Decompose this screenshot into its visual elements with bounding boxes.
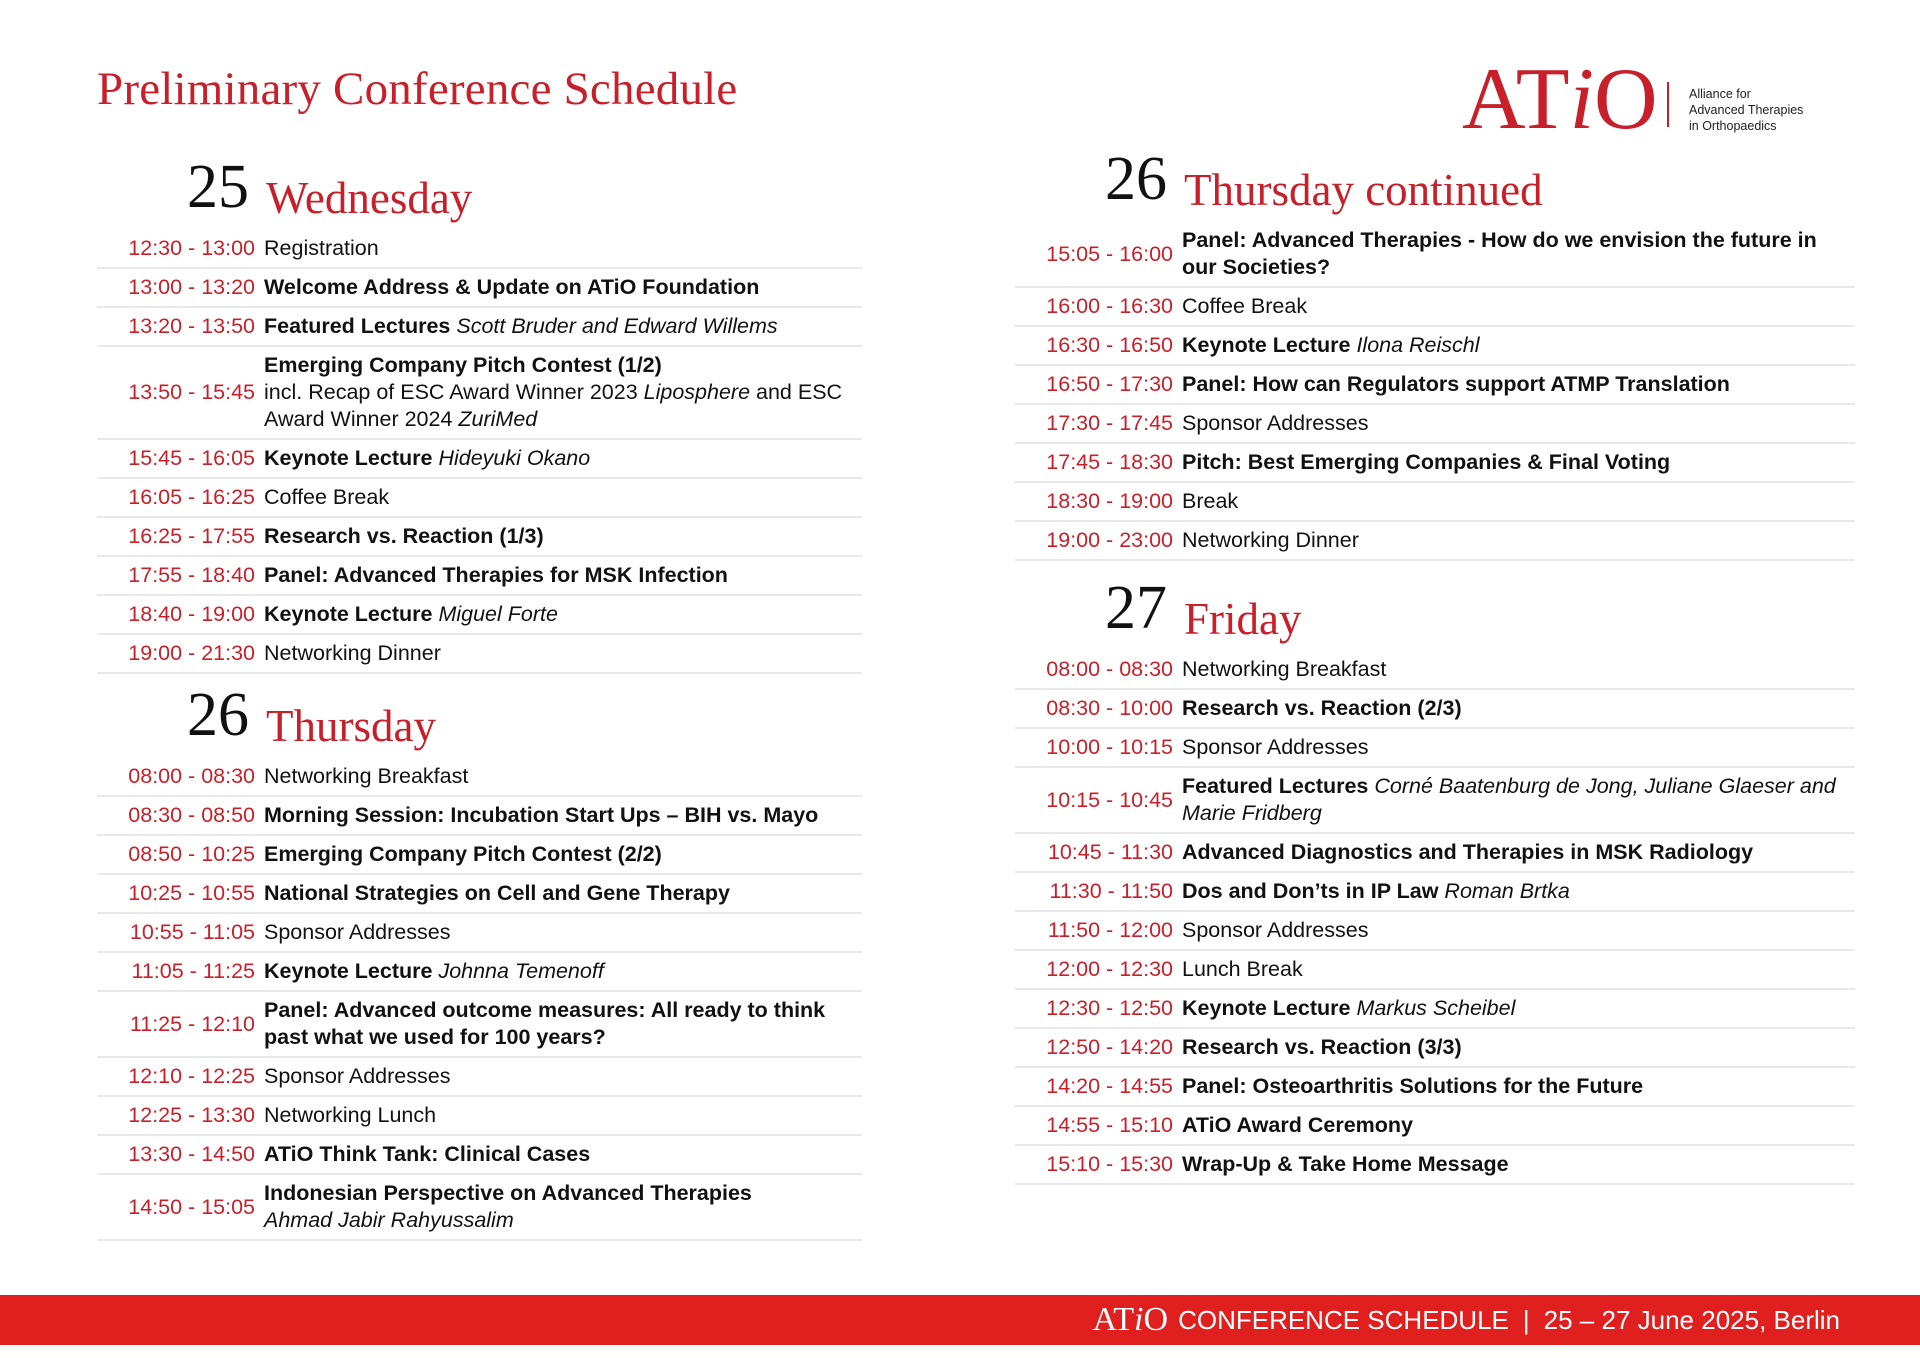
session-title (1182, 1146, 1855, 1183)
session-text: Keynote Lecture (264, 446, 439, 470)
schedule-row (97, 797, 862, 836)
session-text: Registration (264, 236, 379, 260)
footer-bar (0, 1295, 1920, 1345)
session-time: 16:50 - 17:30 (1046, 372, 1173, 396)
session-text: Wrap-Up & Take Home Message (1182, 1152, 1509, 1176)
session-title (264, 440, 862, 477)
session-text: Sponsor Addresses (1182, 735, 1369, 759)
session-text: Sponsor Addresses (1182, 411, 1369, 435)
session-text: Networking Dinner (264, 641, 441, 665)
day-number: 25 (187, 153, 249, 221)
schedule-row (1015, 990, 1855, 1029)
schedule-row (97, 347, 862, 440)
schedule-row (1015, 288, 1855, 327)
session-time: 18:30 - 19:00 (1046, 489, 1173, 513)
session-title (264, 347, 862, 438)
session-time: 17:45 - 18:30 (1046, 450, 1173, 474)
session-title (1182, 222, 1855, 286)
speaker-name: Ilona Reischl (1356, 333, 1480, 357)
day-name: Thursday (266, 701, 436, 751)
session-text: Networking Lunch (264, 1103, 437, 1127)
session-time: 14:55 - 15:10 (1046, 1113, 1173, 1137)
session-time: 15:10 - 15:30 (1046, 1152, 1173, 1176)
schedule-row (1015, 483, 1855, 522)
session-time: 08:30 - 10:00 (1046, 696, 1173, 720)
session-time: 11:05 - 11:25 (131, 959, 255, 983)
schedule-row (1015, 951, 1855, 990)
session-title (264, 1175, 862, 1239)
session-title (1182, 1107, 1855, 1144)
session-title (264, 596, 862, 633)
schedule-row (1015, 651, 1855, 690)
session-text: Panel: Advanced outcome measures: All ready to think past what we used for 100 years? (264, 998, 826, 1049)
session-text: Keynote Lecture (1182, 996, 1357, 1020)
session-text: Welcome Address & Update on ATiO Foundation (264, 275, 760, 299)
footer-logo: ATiO (1092, 1301, 1169, 1338)
speaker-name: Corné Baatenburg de Jong, Juliane Glaeser and Marie Fridberg (1182, 774, 1836, 825)
session-text: Research vs. Reaction (1/3) (264, 524, 544, 548)
session-time: 11:25 - 12:10 (129, 1011, 255, 1036)
session-text: Panel: Advanced Therapies - How do we envision the future in our Societies? (1182, 228, 1817, 279)
session-text: incl. Recap of ESC Award Winner 2023 (264, 380, 644, 404)
session-time: 19:00 - 21:30 (128, 641, 255, 665)
session-title (1182, 405, 1855, 442)
session-title (1182, 834, 1855, 871)
schedule-row (97, 1136, 862, 1175)
schedule-row (1015, 1107, 1855, 1146)
session-time: 10:00 - 10:15 (1046, 735, 1173, 759)
session-text: Sponsor Addresses (1182, 918, 1369, 942)
session-text: Featured Lectures (264, 314, 457, 338)
schedule-row (97, 635, 862, 674)
logo-wordmark: ATiO (1462, 51, 1658, 148)
session-title (264, 953, 862, 990)
session-title (1182, 651, 1855, 688)
session-text: Keynote Lecture (264, 959, 439, 983)
footer-separator: | (1522, 1304, 1530, 1335)
session-title (1182, 873, 1855, 910)
schedule-row (97, 836, 862, 875)
session-text: Research vs. Reaction (3/3) (1182, 1035, 1462, 1059)
session-title (264, 308, 862, 345)
session-text: Morning Session: Incubation Start Ups – BIH vs. Mayo (264, 803, 819, 827)
atio-logo (1462, 52, 1822, 147)
schedule-row (1015, 405, 1855, 444)
session-title (1182, 729, 1855, 766)
session-time: 19:00 - 23:00 (1046, 528, 1173, 552)
schedule-row (1015, 729, 1855, 768)
session-time: 14:50 - 15:05 (128, 1194, 255, 1219)
schedule-row (1015, 366, 1855, 405)
session-text: Coffee Break (1182, 294, 1308, 318)
session-time: 11:30 - 11:50 (1049, 879, 1173, 903)
day-block (1015, 145, 1855, 561)
session-title (264, 758, 862, 795)
session-time: 12:10 - 12:25 (128, 1064, 255, 1088)
session-title (264, 914, 862, 951)
session-time: 16:30 - 16:50 (1046, 333, 1173, 357)
footer-title: CONFERENCE SCHEDULE (1178, 1304, 1509, 1335)
session-time: 17:55 - 18:40 (128, 563, 255, 587)
session-time: 16:25 - 17:55 (128, 524, 255, 548)
session-text: Networking Breakfast (264, 764, 469, 788)
session-time: 10:25 - 10:55 (128, 881, 255, 905)
session-time: 10:55 - 11:05 (129, 920, 255, 944)
day-header (97, 681, 862, 751)
session-title (264, 1136, 862, 1173)
schedule-row (1015, 1068, 1855, 1107)
session-time: 13:50 - 15:45 (128, 380, 255, 404)
session-title (264, 518, 862, 555)
schedule-row (1015, 444, 1855, 483)
schedule-row (1015, 522, 1855, 561)
schedule-row (97, 758, 862, 797)
session-text: Research vs. Reaction (2/3) (1182, 696, 1462, 720)
session-title (1182, 690, 1855, 727)
session-time: 10:45 - 11:30 (1047, 840, 1173, 864)
speaker-name: Miguel Forte (438, 602, 558, 626)
speaker-name: Scott Bruder and Edward Willems (456, 314, 778, 338)
schedule-row (97, 875, 862, 914)
session-title (264, 836, 862, 873)
session-time: 12:50 - 14:20 (1046, 1035, 1173, 1059)
session-text: Lunch Break (1182, 957, 1303, 981)
schedule-row (1015, 1029, 1855, 1068)
schedule-row (1015, 327, 1855, 366)
session-text: Sponsor Addresses (264, 1064, 451, 1088)
session-title (264, 875, 862, 912)
session-time: 18:40 - 19:00 (128, 602, 255, 626)
session-time: 12:30 - 13:00 (128, 236, 255, 260)
session-text: Featured Lectures (1182, 774, 1375, 798)
day-number: 27 (1105, 574, 1167, 642)
session-title (264, 557, 862, 594)
speaker-name: ZuriMed (458, 407, 538, 431)
session-time: 08:30 - 08:50 (128, 803, 255, 827)
session-time: 12:00 - 12:30 (1046, 957, 1173, 981)
day-header (97, 153, 862, 223)
day-block (1015, 574, 1855, 1185)
schedule-row (1015, 873, 1855, 912)
session-title (1182, 288, 1855, 325)
day-name: Wednesday (266, 173, 473, 223)
session-title (1182, 444, 1855, 481)
session-title (264, 269, 862, 306)
day-name: Thursday continued (1184, 165, 1543, 215)
day-header (1015, 145, 1855, 215)
session-time: 14:20 - 14:55 (1046, 1074, 1173, 1098)
session-time: 13:20 - 13:50 (128, 314, 255, 338)
speaker-name: Ahmad Jabir Rahyussalim (264, 1208, 514, 1232)
schedule-row (97, 557, 862, 596)
schedule-row (97, 596, 862, 635)
session-title (1182, 768, 1855, 832)
schedule-row (97, 440, 862, 479)
session-time: 08:00 - 08:30 (128, 764, 255, 788)
session-text: National Strategies on Cell and Gene Therapy (264, 881, 730, 905)
session-text: Panel: Advanced Therapies for MSK Infection (264, 563, 728, 587)
session-time: 12:30 - 12:50 (1046, 996, 1173, 1020)
schedule-row (97, 1058, 862, 1097)
session-title (1182, 327, 1855, 364)
session-title (1182, 366, 1855, 403)
session-title (264, 992, 862, 1056)
session-time: 15:45 - 16:05 (128, 446, 255, 470)
session-time: 10:15 - 10:45 (1046, 787, 1173, 812)
session-text: ATiO Think Tank: Clinical Cases (264, 1142, 591, 1166)
session-text: Networking Breakfast (1182, 657, 1387, 681)
logo-divider (1667, 82, 1669, 127)
session-text: Break (1182, 489, 1239, 513)
session-time: 12:25 - 13:30 (128, 1103, 255, 1127)
schedule-row (97, 1175, 862, 1241)
session-title (264, 1058, 862, 1095)
session-time: 16:05 - 16:25 (128, 485, 255, 509)
speaker-name: Roman Brtka (1444, 879, 1570, 903)
schedule-row (1015, 912, 1855, 951)
session-time: 08:50 - 10:25 (128, 842, 255, 866)
session-text: Advanced Diagnostics and Therapies in MSK Radiology (1182, 840, 1754, 864)
session-text: Emerging Company Pitch Contest (2/2) (264, 842, 662, 866)
day-number: 26 (1105, 145, 1167, 213)
schedule-row (97, 914, 862, 953)
logo-tagline: Alliance for Advanced Therapies in Orthopaedics (1689, 87, 1804, 133)
session-title (1182, 483, 1855, 520)
schedule-row (97, 1097, 862, 1136)
speaker-name: Markus Scheibel (1356, 996, 1516, 1020)
session-text: Panel: Osteoarthritis Solutions for the Future (1182, 1074, 1644, 1098)
footer-dates: 25 – 27 June 2025, Berlin (1543, 1304, 1840, 1335)
schedule-row (1015, 222, 1855, 288)
session-text: Dos and Don’ts in IP Law (1182, 879, 1445, 903)
schedule-row (1015, 690, 1855, 729)
session-text: Keynote Lecture (264, 602, 439, 626)
session-text: Pitch: Best Emerging Companies & Final Voting (1182, 450, 1671, 474)
schedule-column-left (97, 153, 862, 1241)
session-time: 13:00 - 13:20 (128, 275, 255, 299)
schedule-row (97, 992, 862, 1058)
session-title (1182, 912, 1855, 949)
session-text: Panel: How can Regulators support ATMP Translation (1182, 372, 1730, 396)
schedule-column-right (1015, 145, 1855, 1185)
session-title (264, 635, 862, 672)
day-header (1015, 574, 1855, 644)
schedule-row (97, 953, 862, 992)
session-title (264, 479, 862, 516)
schedule-row (97, 479, 862, 518)
speaker-name: Johnna Temenoff (438, 959, 604, 983)
session-title (1182, 990, 1855, 1027)
session-title (1182, 1068, 1855, 1105)
day-block (97, 681, 862, 1241)
session-text: Networking Dinner (1182, 528, 1359, 552)
day-block (97, 153, 862, 674)
session-time: 08:00 - 08:30 (1046, 657, 1173, 681)
session-title (264, 1097, 862, 1134)
session-time: 11:50 - 12:00 (1047, 918, 1173, 942)
session-text: Emerging Company Pitch Contest (1/2) (264, 353, 662, 377)
session-time: 16:00 - 16:30 (1046, 294, 1173, 318)
session-title (1182, 1029, 1855, 1066)
schedule-row (97, 308, 862, 347)
session-text: Coffee Break (264, 485, 390, 509)
schedule-row (97, 230, 862, 269)
session-title (264, 230, 862, 267)
day-name: Friday (1184, 594, 1302, 644)
session-text: Keynote Lecture (1182, 333, 1357, 357)
schedule-row (1015, 768, 1855, 834)
session-text: and ESC Award Winner 2024 (264, 380, 843, 431)
session-time: 15:05 - 16:00 (1046, 241, 1173, 266)
schedule-row (97, 518, 862, 557)
speaker-name: Hideyuki Okano (438, 446, 591, 470)
session-time: 13:30 - 14:50 (128, 1142, 255, 1166)
session-text: Indonesian Perspective on Advanced Therapies (264, 1181, 752, 1205)
schedule-row (1015, 834, 1855, 873)
session-title (264, 797, 862, 834)
schedule-row (1015, 1146, 1855, 1185)
day-number: 26 (187, 681, 249, 749)
footer-content (1092, 1295, 1840, 1345)
schedule-row (97, 269, 862, 308)
session-title (1182, 951, 1855, 988)
session-title (1182, 522, 1855, 559)
page-title: Preliminary Conference Schedule (97, 63, 738, 115)
speaker-name: Liposphere (643, 380, 751, 404)
session-text: Sponsor Addresses (264, 920, 451, 944)
session-text: ATiO Award Ceremony (1182, 1113, 1413, 1137)
session-time: 17:30 - 17:45 (1046, 411, 1173, 435)
